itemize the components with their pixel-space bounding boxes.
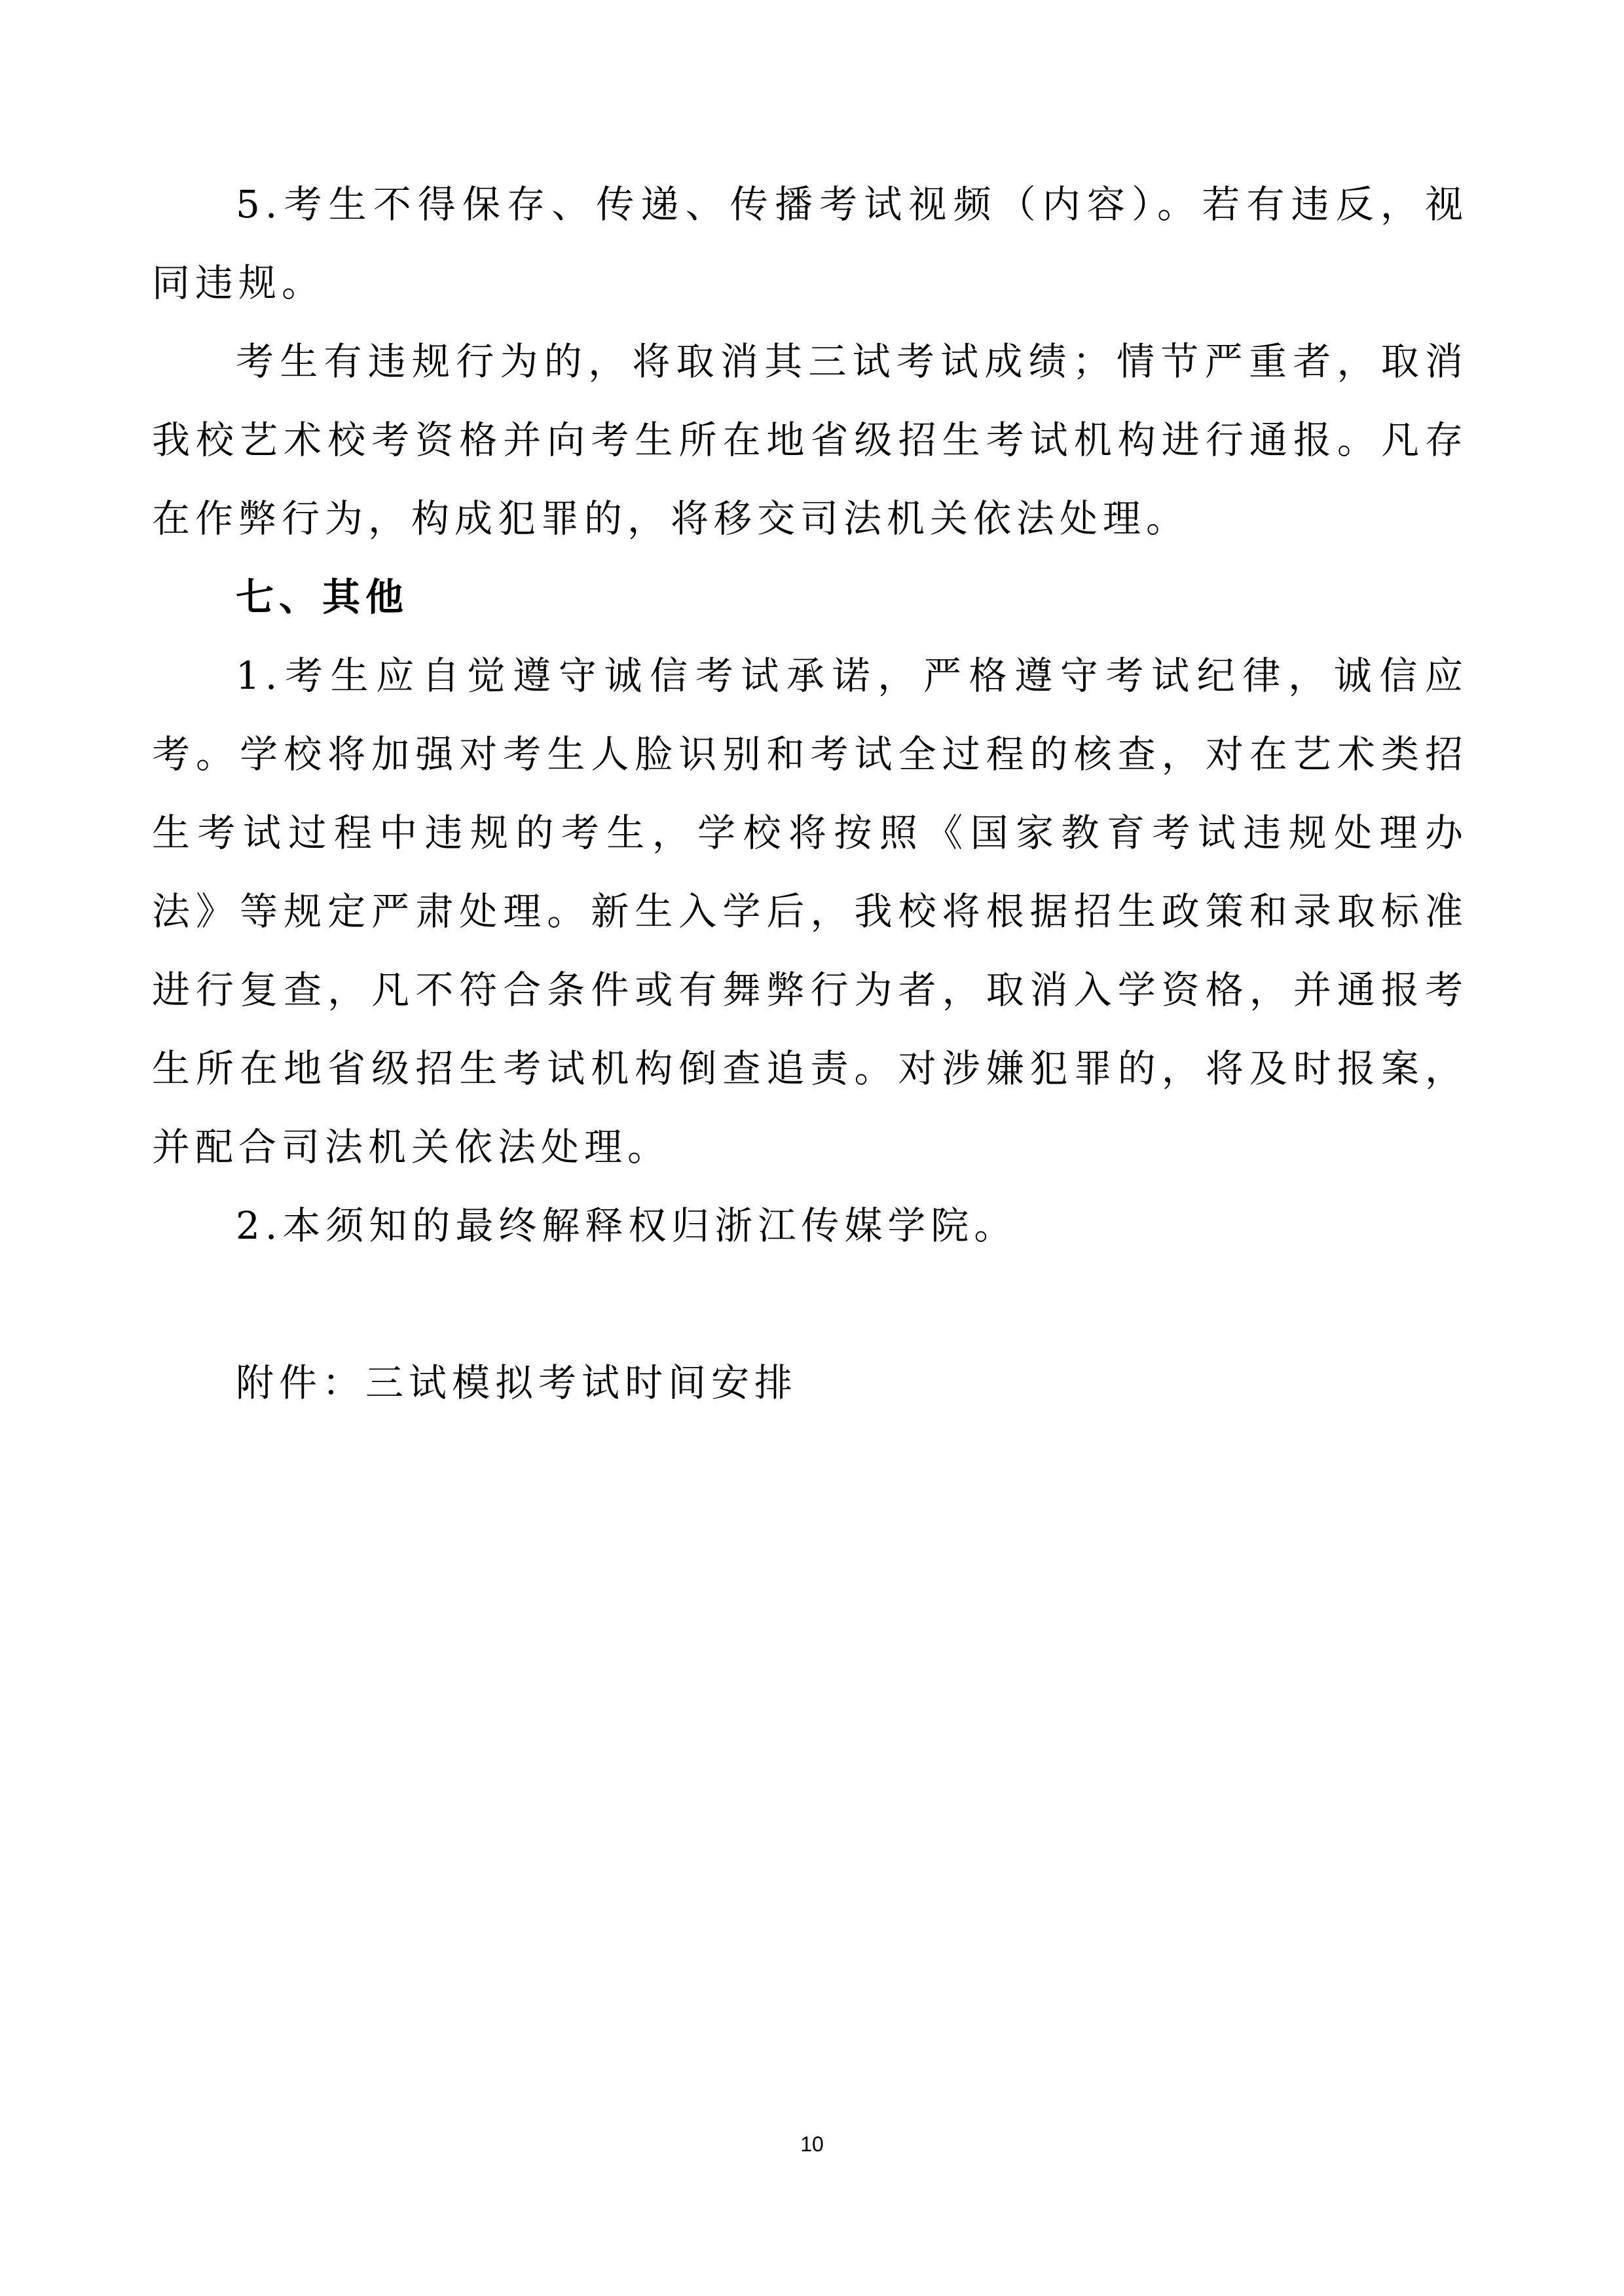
section-heading-other: 七、其他 [236, 575, 409, 619]
paragraph-video-rule: 5.考生不得保存、传递、传播考试视频（内容）。若有违反，视同违规。 [152, 182, 1468, 305]
blank-line [152, 1265, 1468, 1343]
document-body [152, 165, 1468, 1422]
paragraph-integrity-rule: 1.考生应自觉遵守诚信考试承诺，严格遵守考试纪律，诚信应考。学校将加强对考生人脸识别和考试全过程的核查，对在艺术类招生考试过程中违规的考生，学校将按照《国家教育考试违规处理办法》等规定严肃处理。新生入学后，我校将根据招生政策和录取标准进行复查，凡不符合条件或有舞弊行为者，取消入学资格，并通报考生所在地省级招生考试机构倒查追责。对涉嫌犯罪的，将及时报案，并配合司法机关依法处理。 [152, 653, 1468, 1169]
paragraph-interpretation-right: 2.本须知的最终解释权归浙江传媒学院。 [236, 1203, 1018, 1248]
paragraph-violation-penalty: 考生有违规行为的，将取消其三试考试成绩；情节严重者，取消我校艺术校考资格并向考生所在地省级招生考试机构进行通报。凡存在作弊行为，构成犯罪的，将移交司法机关依法处理。 [152, 339, 1468, 541]
page-number: 10 [800, 2132, 824, 2156]
attachment-note: 附件：三试模拟考试时间安排 [236, 1360, 798, 1405]
